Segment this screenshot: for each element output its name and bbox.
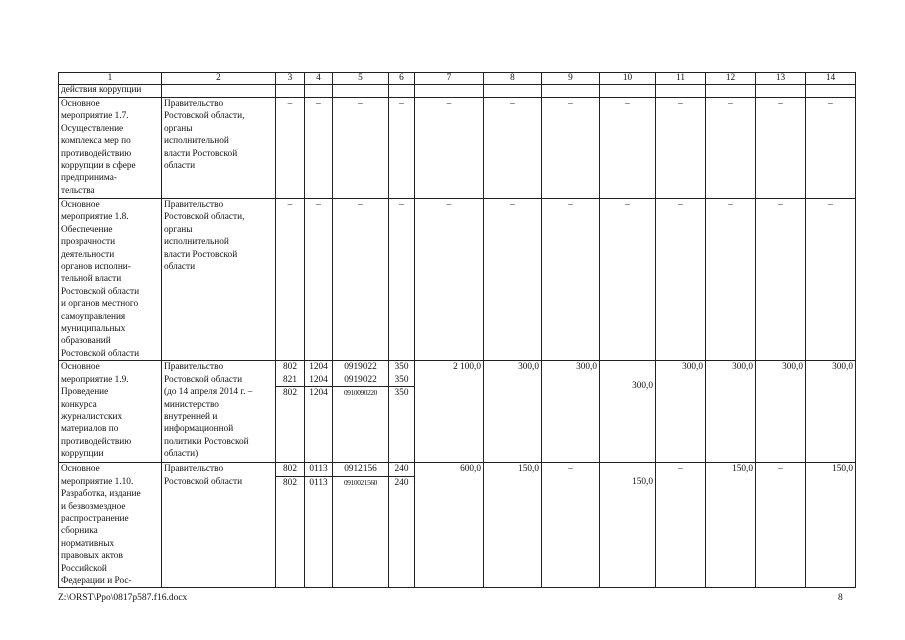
dash: – <box>305 199 333 361</box>
vr-cell <box>389 361 415 463</box>
executor: Правительство Ростовской области, органы исполнительной власти Ростовской области <box>162 98 276 199</box>
dash: – <box>333 199 389 361</box>
dash: – <box>756 199 806 361</box>
dash: – <box>756 98 806 199</box>
dash: – <box>600 98 656 199</box>
col-number: 4 <box>305 73 333 85</box>
executor: Правительство Ростовской области (до 14 апреля 2014 г. – министерство внутренней и информационной политики Ростовской области) <box>162 361 276 463</box>
col-number: 3 <box>276 73 305 85</box>
executor: Правительство Ростовской области, органы исполнительной власти Ростовской области <box>162 199 276 361</box>
amount-year: 300,0 <box>484 361 542 463</box>
activity-name: Основное мероприятие 1.10. Разработка, издание и безвозмездное распространение сборника нормативных правовых актов Российской Федерации и Рос- <box>59 463 162 588</box>
csr-cell <box>333 463 389 588</box>
vr-code: 350 <box>389 386 414 399</box>
amount-year: – <box>542 463 600 588</box>
program-table <box>58 72 856 588</box>
amount-year: 300,0 <box>706 361 756 463</box>
col-number: 12 <box>706 73 756 85</box>
table-row <box>59 199 856 361</box>
dash: – <box>806 98 856 199</box>
vr-code: 240 <box>394 464 409 475</box>
grbs-cell <box>276 463 305 588</box>
csr-cell <box>333 361 389 463</box>
table-row <box>59 463 856 588</box>
amount-year: – <box>756 463 806 588</box>
dash: – <box>656 199 706 361</box>
activity-name: Основное мероприятие 1.9. Проведение конкурса журналистских материалов по противодействию коррупции <box>59 361 162 463</box>
amount-year: 300,0 <box>656 361 706 463</box>
dash: – <box>706 199 756 361</box>
amount-year: – <box>656 463 706 588</box>
dash: – <box>706 98 756 199</box>
dash: – <box>484 199 542 361</box>
grbs-code: 802 <box>276 386 304 399</box>
amount-total: 2 100,0 <box>415 361 484 463</box>
header-numbers-row <box>59 73 856 85</box>
rzpr-code: 0113 <box>309 464 328 475</box>
dash: – <box>305 98 333 199</box>
amount-year: 300,0 <box>806 361 856 463</box>
dash: – <box>542 98 600 199</box>
amount-year: 150,0 <box>806 463 856 588</box>
csr-code: 0912156 <box>344 464 377 475</box>
dash: – <box>333 98 389 199</box>
rzpr-cell <box>305 361 333 463</box>
col-number: 10 <box>600 73 656 85</box>
csr-code: 0910090220 <box>333 386 388 399</box>
amount-year: 300,0 <box>756 361 806 463</box>
continuation-text: действия коррупции <box>59 85 162 98</box>
amount-year-cell <box>600 361 656 463</box>
dash: – <box>415 98 484 199</box>
dash: – <box>415 199 484 361</box>
dash: – <box>542 199 600 361</box>
vr-code: 240 <box>389 476 414 489</box>
dash: – <box>389 98 415 199</box>
rzpr-code: 1204 <box>309 374 328 385</box>
col-number: 8 <box>484 73 542 85</box>
grbs-cell <box>276 361 305 463</box>
csr-code: 0919022 <box>344 374 377 385</box>
col-number: 2 <box>162 73 276 85</box>
rzpr-code: 1204 <box>309 362 328 373</box>
dash: – <box>656 98 706 199</box>
dash: – <box>806 199 856 361</box>
col-number: 7 <box>415 73 484 85</box>
dash: – <box>276 98 305 199</box>
col-number: 13 <box>756 73 806 85</box>
executor: Правительство Ростовской области <box>162 463 276 588</box>
dash: – <box>389 199 415 361</box>
amount-year: 150,0 <box>706 463 756 588</box>
footer-file-path: Z:\ORST\Ppo\0817p587.f16.docx <box>58 593 188 603</box>
col-number: 14 <box>806 73 856 85</box>
vr-code: 350 <box>394 362 409 373</box>
amount-year: 150,0 <box>484 463 542 588</box>
grbs-code: 802 <box>283 362 297 373</box>
activity-name: Основное мероприятие 1.7. Осуществление комплекса мер по противодействию коррупции в сфере предпринима- тельства <box>59 98 162 199</box>
rzpr-code: 1204 <box>305 386 332 399</box>
col-number: 6 <box>389 73 415 85</box>
vr-cell <box>389 463 415 588</box>
vr-code: 350 <box>394 374 409 385</box>
grbs-code: 802 <box>283 464 297 475</box>
col-number: 11 <box>656 73 706 85</box>
rzpr-code: 0113 <box>305 476 332 489</box>
amount-total: 600,0 <box>415 463 484 588</box>
amount-year: 300,0 <box>632 380 653 391</box>
grbs-code: 802 <box>276 476 304 489</box>
table-row <box>59 361 856 463</box>
amount-year-cell <box>600 463 656 588</box>
table-row <box>59 98 856 199</box>
col-number: 9 <box>542 73 600 85</box>
dash: – <box>276 199 305 361</box>
continuation-row <box>59 85 856 98</box>
page-number: 8 <box>838 593 843 603</box>
dash: – <box>484 98 542 199</box>
amount-year: 150,0 <box>632 476 653 487</box>
col-number: 5 <box>333 73 389 85</box>
col-number: 1 <box>59 73 162 85</box>
csr-code: 0910021560 <box>333 476 388 489</box>
activity-name: Основное мероприятие 1.8. Обеспечение прозрачности деятельности органов исполни- тельной власти Ростовской области и органов местного самоуправления муниципальных образований Ростовской области <box>59 199 162 361</box>
csr-code: 0919022 <box>344 362 377 373</box>
rzpr-cell <box>305 463 333 588</box>
amount-year: 300,0 <box>542 361 600 463</box>
grbs-code: 821 <box>283 374 297 385</box>
dash: – <box>600 199 656 361</box>
